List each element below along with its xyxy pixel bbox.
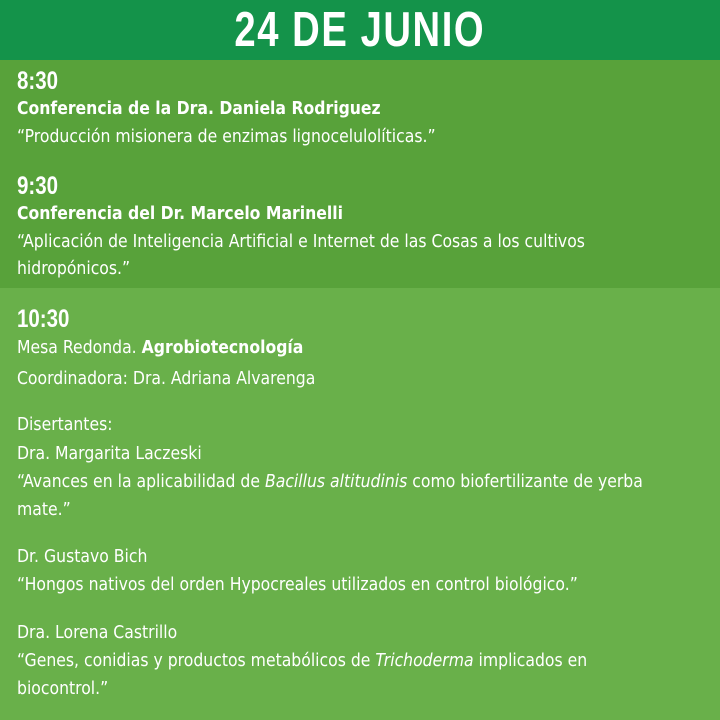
session-3-title-prefix: Mesa Redonda. (17, 337, 142, 358)
speaker-1-talk-line-2: mate.” (17, 499, 71, 520)
session-3-title (17, 336, 303, 360)
speaker-1-talk-pre: “Avances en la aplicabilidad de (17, 471, 265, 492)
session-3-coordinator: Coordinadora: Dra. Adriana Alvarenga (17, 368, 316, 389)
session-3-time: 10:30 (17, 305, 70, 333)
speaker-3-talk-pre: “Genes, conidias y productos metabólicos de (17, 650, 376, 671)
session-2-title: Conferencia del Dr. Marcelo Marinelli (17, 203, 344, 224)
speaker-2-name: Dr. Gustavo Bich (17, 546, 148, 567)
speakers-label: Disertantes: (17, 414, 113, 435)
speaker-3-talk-line-2: biocontrol.” (17, 678, 109, 699)
session-2-time: 9:30 (17, 172, 59, 200)
speaker-1-talk-post: como biofertilizante de yerba (407, 471, 643, 492)
session-1-talk: “Producción misionera de enzimas lignocelulolíticas.” (17, 126, 436, 147)
speaker-1-talk-line-1 (17, 470, 643, 494)
speaker-3-talk-post: implicados en (473, 650, 588, 671)
speaker-2-talk: “Hongos nativos del orden Hypocreales utilizados en control biológico.” (17, 574, 578, 595)
session-1-time: 8:30 (17, 67, 59, 95)
date-title: 24 DE JUNIO (234, 3, 486, 57)
session-2-talk-line-1: “Aplicación de Inteligencia Artificial e Internet de las Cosas a los cultivos (17, 231, 585, 252)
session-2-talk-line-2: hidropónicos.” (17, 258, 131, 279)
speaker-3-talk-line-1 (17, 649, 587, 673)
session-1-title: Conferencia de la Dra. Daniela Rodriguez (17, 98, 381, 119)
speaker-1-name: Dra. Margarita Laczeski (17, 443, 202, 464)
session-3-topic: Agrobiotecnología (141, 337, 304, 358)
speaker-1-talk-species: Bacillus altitudinis (264, 471, 408, 492)
speaker-3-talk-genus: Trichoderma (375, 650, 474, 671)
speaker-3-name: Dra. Lorena Castrillo (17, 622, 178, 643)
date-header (0, 0, 720, 60)
